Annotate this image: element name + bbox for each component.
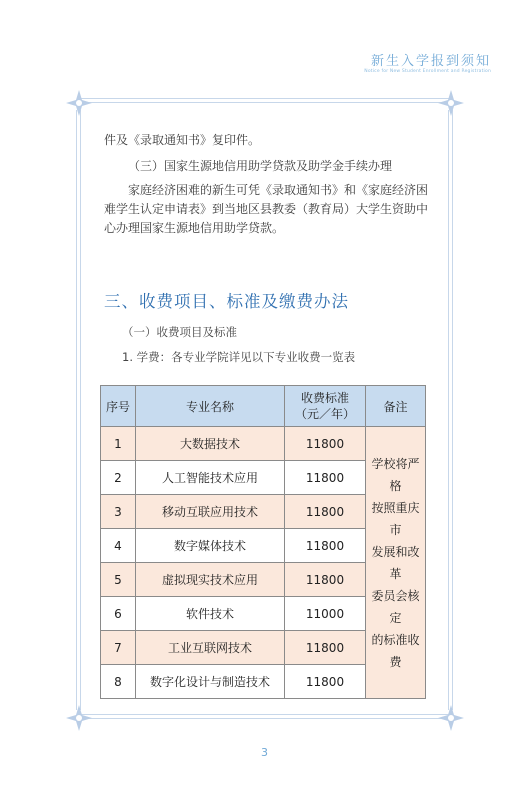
cell-fee: 11000	[285, 597, 366, 631]
cell-fee: 11800	[285, 495, 366, 529]
table-row	[101, 427, 426, 461]
table-header-row	[101, 386, 426, 427]
cell-no: 8	[101, 665, 136, 699]
col-header-fee-line2: （元／年）	[294, 407, 355, 421]
cell-major: 移动互联应用技术	[136, 495, 285, 529]
tuition-intro: 1. 学费：各专业学院详见以下专业收费一览表	[122, 350, 356, 364]
page-number: 3	[261, 746, 268, 759]
col-header-note: 备注	[366, 386, 426, 427]
col-header-fee-line1: 收费标准	[300, 391, 349, 405]
note-line: 发展和改革	[371, 544, 420, 581]
cell-major: 大数据技术	[136, 427, 285, 461]
cell-major: 数字媒体技术	[136, 529, 285, 563]
cell-no: 1	[101, 427, 136, 461]
cell-no: 6	[101, 597, 136, 631]
subsection-title: （一）收费项目及标准	[122, 325, 237, 339]
page-header-subtitle: Notice for New Student Enrollment and Registration	[364, 69, 491, 74]
note-line: 委员会核定	[371, 588, 420, 625]
col-header-no: 序号	[101, 386, 136, 427]
cell-fee: 11800	[285, 631, 366, 665]
frame-corner-ornament	[64, 703, 94, 733]
cell-major: 虚拟现实技术应用	[136, 563, 285, 597]
cell-fee: 11800	[285, 529, 366, 563]
note-line: 的标准收费	[371, 632, 420, 669]
cell-note	[366, 427, 426, 699]
frame-corner-ornament	[64, 88, 94, 118]
cell-no: 3	[101, 495, 136, 529]
page-header-title: 新生入学报到须知	[370, 54, 491, 69]
cell-major: 人工智能技术应用	[136, 461, 285, 495]
cell-major: 数字化设计与制造技术	[136, 665, 285, 699]
col-header-major: 专业名称	[136, 386, 285, 427]
cell-fee: 11800	[285, 665, 366, 699]
cell-major: 软件技术	[136, 597, 285, 631]
cell-no: 5	[101, 563, 136, 597]
cell-fee: 11800	[285, 427, 366, 461]
cell-no: 2	[101, 461, 136, 495]
col-header-fee	[285, 386, 366, 427]
cell-fee: 11800	[285, 563, 366, 597]
cell-no: 4	[101, 529, 136, 563]
note-line: 按照重庆市	[371, 500, 420, 537]
loan-paragraph: 家庭经济困难的新生可凭《录取通知书》和《家庭经济困难学生认定申请表》到当地区县教委（教育局）大学生资助中心办理国家生源地信用助学贷款。	[104, 183, 429, 235]
note-line: 学校将严格	[371, 456, 420, 493]
continued-line: 件及《录取通知书》复印件。	[104, 133, 261, 147]
cell-no: 7	[101, 631, 136, 665]
frame-corner-ornament	[436, 88, 466, 118]
cell-major: 工业互联网技术	[136, 631, 285, 665]
fee-table	[100, 385, 426, 699]
section-heading: 三、收费项目、标准及缴费办法	[104, 292, 349, 311]
subheading-loan: （三）国家生源地信用助学贷款及助学金手续办理	[128, 159, 393, 173]
frame-corner-ornament	[436, 703, 466, 733]
cell-fee: 11800	[285, 461, 366, 495]
